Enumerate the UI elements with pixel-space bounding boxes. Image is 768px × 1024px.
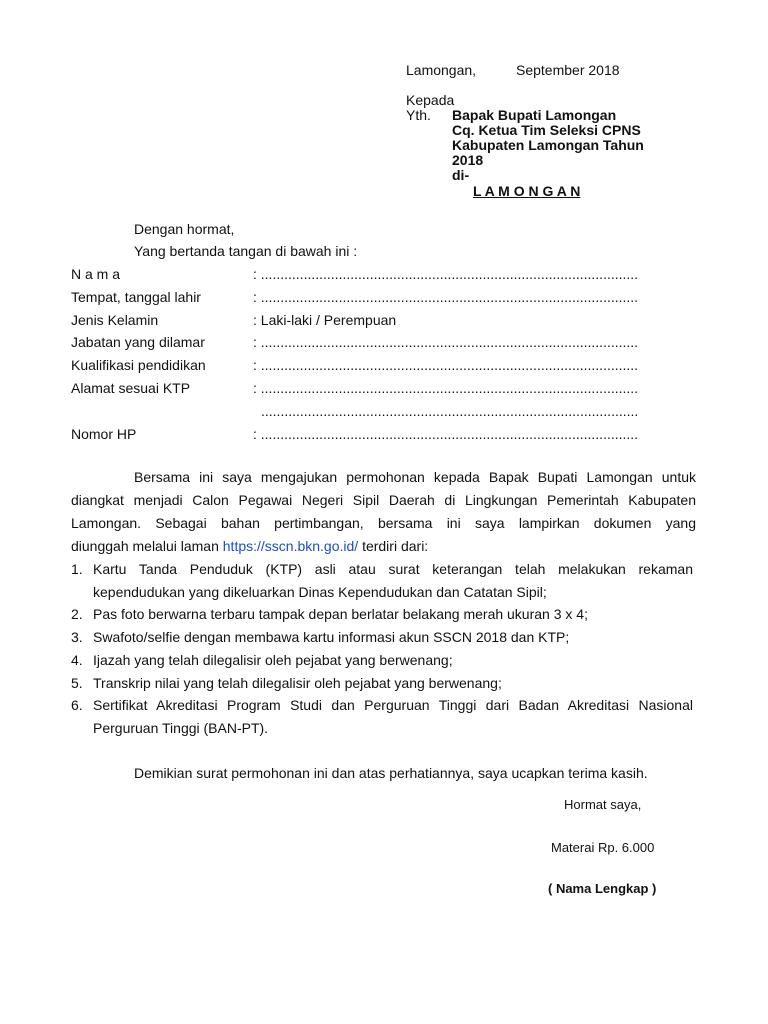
intro-text: Yang bertanda tangan di bawah ini : — [134, 243, 358, 259]
list-item-6-line-2: Perguruan Tinggi (BAN-PT). — [93, 720, 269, 736]
body-line-4 — [71, 538, 428, 554]
field-value-nama: : ................................................................................................. — [253, 266, 639, 282]
list-item-4: Ijazah yang telah dilegalisir oleh pejabat yang berwenang; — [93, 652, 453, 668]
date-text: September 2018 — [516, 62, 620, 78]
field-value-ttl: : ................................................................................................. — [253, 289, 639, 305]
field-label-education: Kualifikasi pendidikan — [71, 357, 206, 373]
list-num-5: 5. — [71, 675, 83, 691]
list-item-5: Transkrip nilai yang telah dilegalisir oleh pejabat yang berwenang; — [93, 675, 502, 691]
closing-text: Demikian surat permohonan ini dan atas perhatiannya, saya ucapkan terima kasih. — [134, 765, 648, 781]
list-num-4: 4. — [71, 652, 83, 668]
field-value-education: : ................................................................................................. — [253, 357, 639, 373]
field-value-gender: : Laki-laki / Perempuan — [253, 312, 397, 328]
body-line-4-prefix: diunggah melalui laman — [71, 538, 219, 554]
kepada-text: Kepada — [406, 92, 455, 108]
field-label-address: Alamat sesuai KTP — [71, 380, 191, 396]
signatory-name: ( Nama Lengkap ) — [548, 881, 657, 896]
field-value-address-cont: ................................................................................................. — [261, 403, 639, 419]
field-label-nama: N a m a — [71, 266, 121, 282]
city-heading: L A M O N G A N — [473, 183, 581, 199]
field-label-gender: Jenis Kelamin — [71, 312, 159, 328]
sscn-link[interactable]: https://sscn.bkn.go.id/ — [222, 538, 359, 554]
di-text: di- — [452, 167, 470, 183]
list-num-6: 6. — [71, 697, 83, 713]
list-num-3: 3. — [71, 629, 83, 645]
body-line-3: Lamongan. Sebagai bahan pertimbangan, bersama ini saya lampirkan dokumen yang — [71, 515, 696, 531]
field-value-phone: : ................................................................................................. — [253, 426, 639, 442]
yth-text: Yth. — [406, 107, 431, 123]
field-label-ttl: Tempat, tanggal lahir — [71, 289, 201, 305]
list-item-1-line-1: Kartu Tanda Penduduk (KTP) asli atau surat keterangan telah melakukan rekaman — [93, 561, 693, 577]
field-value-address: : ................................................................................................. — [253, 380, 639, 396]
body-line-1: Bersama ini saya mengajukan permohonan kepada Bapak Bupati Lamongan untuk — [134, 469, 696, 485]
list-item-1-line-2: kependudukan yang dikeluarkan Dinas Kependudukan dan Catatan Sipil; — [93, 584, 547, 600]
place-text: Lamongan, — [406, 62, 477, 78]
field-label-phone: Nomor HP — [71, 426, 137, 442]
field-label-position: Jabatan yang dilamar — [71, 334, 205, 350]
field-value-position: : ................................................................................................. — [253, 334, 639, 350]
recipient-line-1: Bapak Bupati Lamongan — [452, 107, 617, 123]
list-item-2: Pas foto berwarna terbaru tampak depan berlatar belakang merah ukuran 3 x 4; — [93, 606, 588, 622]
list-item-3: Swafoto/selfie dengan membawa kartu informasi akun SSCN 2018 dan KTP; — [93, 629, 570, 645]
list-num-1: 1. — [71, 561, 83, 577]
recipient-line-2: Cq. Ketua Tim Seleksi CPNS — [452, 122, 641, 138]
recipient-line-3: Kabupaten Lamongan Tahun — [452, 137, 644, 153]
greeting-text: Dengan hormat, — [134, 221, 235, 237]
regards-text: Hormat saya, — [564, 797, 642, 812]
list-item-6-line-1: Sertifikat Akreditasi Program Studi dan Perguruan Tinggi dari Badan Akreditasi Nasional — [93, 697, 693, 713]
list-num-2: 2. — [71, 606, 83, 622]
stamp-text: Materai Rp. 6.000 — [551, 840, 655, 855]
body-line-4-suffix: terdiri dari: — [362, 538, 429, 554]
body-line-2: diangkat menjadi Calon Pegawai Negeri Sipil Daerah di Lingkungan Pemerintah Kabupaten — [71, 492, 696, 508]
recipient-line-4: 2018 — [452, 152, 484, 168]
